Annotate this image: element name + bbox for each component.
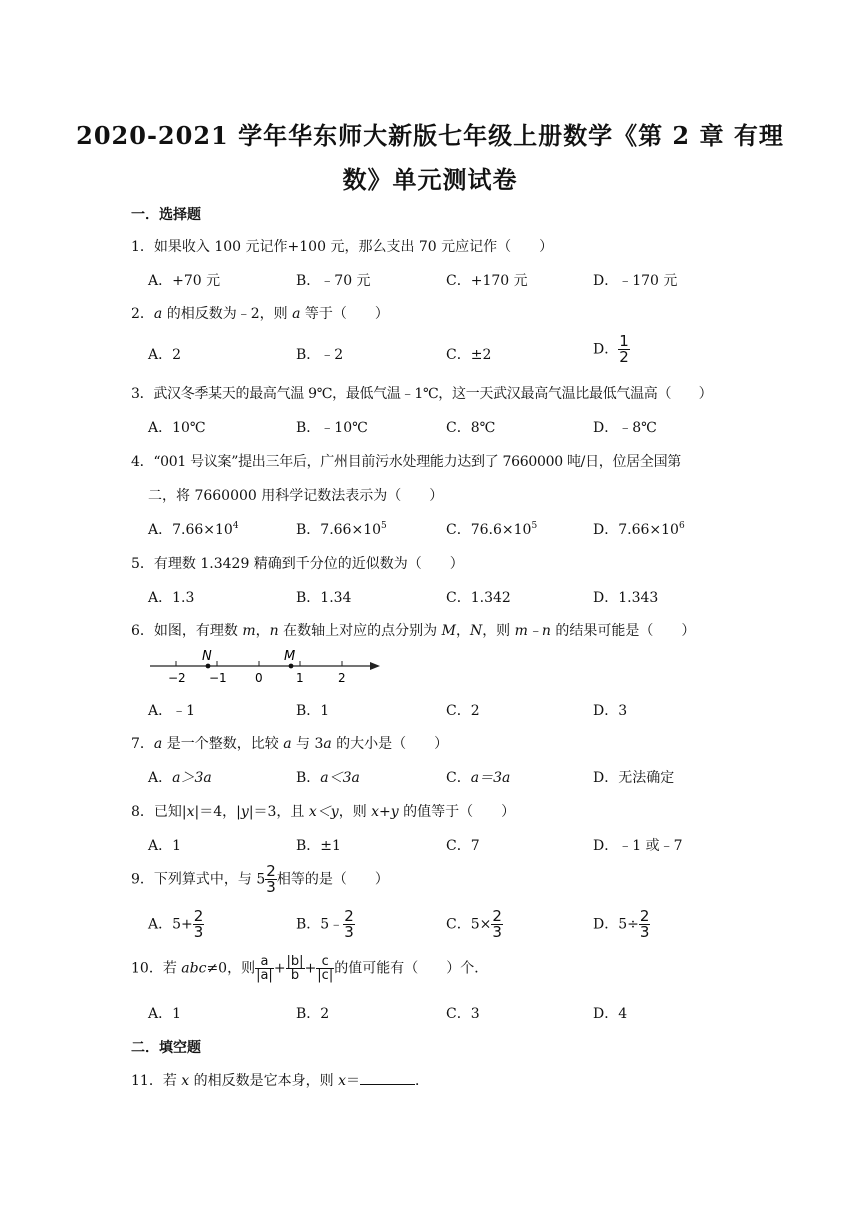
option-text: D．7.66×10 [593,522,679,538]
q5-option-a: A．1.3 [148,590,195,606]
question-6 [131,620,695,640]
option-label: D． [593,341,619,358]
question-number: 4． [131,454,154,470]
variable-a: a [323,736,332,752]
expression: x+y [371,804,399,820]
variable-y: y [240,804,249,820]
numerator: 1 [619,332,629,350]
option-text: C．76.6×10 [446,522,532,538]
q2-option-d [593,334,630,365]
separator: ， [455,623,470,639]
q9-option-d [593,909,650,940]
exponent: 5 [531,521,538,531]
section-choice: 一．选择题 [131,207,201,223]
question-number: 7． [131,736,154,752]
question-text: ≠0，则 [206,960,256,977]
numerator: 2 [266,862,276,880]
question-text: 等于（ ） [300,306,389,322]
tick-label-2: 2 [338,671,346,685]
option-text: C．5× [446,916,492,933]
variable-a: a [153,736,163,752]
option-label: C． [446,770,471,786]
expression: m﹣n [514,623,551,639]
question-number: 10． [131,960,163,977]
variable-a: a [153,306,163,322]
fraction-two-thirds [265,864,277,895]
question-7 [131,733,448,753]
tick-label-0: 0 [255,671,263,685]
question-text: |＝3，且 [248,804,309,820]
question-number: 1． [131,239,154,255]
title-line-2: 数》单元测试卷 [342,165,518,194]
point-m [289,664,294,669]
question-text: 在数轴上对应的点分别为 [278,623,442,639]
question-number: 5． [131,556,154,572]
question-text: 如果收入 100 元记作+100 元，那么支出 70 元应记作（ ） [153,239,554,255]
question-text: ． [415,1073,429,1089]
question-text: ，则 [338,804,372,820]
question-8 [131,801,515,821]
denominator: 3 [639,923,650,941]
variable-a: a [292,306,301,322]
point-m-label: M [441,623,456,639]
question-5 [131,553,464,573]
question-text: 若 [162,960,182,977]
variable-m: m [242,623,256,639]
question-text: 的结果可能是（ ） [550,623,696,639]
q6-option-c: C．2 [446,703,480,719]
q5-option-d: D．1.343 [593,590,659,606]
exponent: 6 [678,521,685,531]
q1-option-b: B．﹣70 元 [296,273,371,289]
question-text: “001 号议案”提出三年后，广州目前污水处理能力达到了 7660000 吨/日，位居全国第 [153,454,681,470]
question-text: 的值等于（ ） [398,804,516,820]
option-label: A． [148,770,173,786]
fraction-two-thirds [343,909,355,940]
numerator: 2 [344,907,354,925]
tick-label-minus-2: −2 [168,671,186,685]
fraction-two-thirds [193,909,205,940]
question-number: 8． [131,804,154,820]
question-4-line-2: 二，将 7660000 用科学记数法表示为（ ） [148,488,444,504]
question-text: 是一个整数，比较 [162,736,284,752]
q2-option-a: A．2 [148,347,182,363]
numerator: 2 [639,907,650,925]
point-n-label: N [469,623,483,639]
q8-option-d: D．﹣1 或﹣7 [593,838,683,854]
question-number: 3． [131,386,154,402]
q3-option-c: C．8℃ [446,420,496,436]
option-expression: a＝3a [470,770,511,786]
tick-label-minus-1: −1 [209,671,227,685]
option-text: B．5﹣ [296,916,344,933]
question-text: |＝4，| [194,804,241,820]
number-line-figure [146,646,386,688]
variable-n: n [269,623,279,639]
q3-option-b: B．﹣10℃ [296,420,368,436]
q1-option-c: C．+170 元 [446,273,528,289]
fraction-abs-b-over-b [286,955,305,982]
question-text: 下列算式中，与 5 [153,871,266,888]
fraction-two-thirds [491,909,503,940]
q2-option-c: C．±2 [446,347,492,363]
question-text: 已知| [153,804,187,820]
section-fill: 二．填空题 [131,1040,201,1056]
q5-option-b: B．1.34 [296,590,352,606]
variable-x: x [181,1073,190,1089]
question-2 [131,303,389,323]
q6-option-d: D．3 [593,703,628,719]
question-number: 11． [131,1073,163,1089]
fraction-two-thirds [639,909,651,940]
numerator: 2 [492,907,502,925]
title-line-1: 2020-2021 学年华东师大新版七年级上册数学《第 2 章 有理 [76,121,784,150]
question-text: 的值可能有（ ）个． [334,960,489,977]
question-text: 的相反数是它本身，则 [189,1073,339,1089]
option-label: B． [296,770,321,786]
q4-option-d [593,519,685,539]
q7-option-c [446,767,510,787]
option-expression: a＞3a [172,770,212,786]
q1-option-a: A．+70 元 [148,273,221,289]
q8-option-c: C．7 [446,838,480,854]
q9-option-b [296,909,355,940]
q9-option-c [446,909,503,940]
question-3 [131,383,712,403]
fraction-a-over-abs-a [255,955,274,982]
question-11 [131,1070,429,1090]
question-text: ，则 [482,623,515,639]
variable-x: x [338,1073,346,1089]
question-10 [131,955,488,982]
question-9 [131,864,389,895]
denominator: 3 [266,878,276,896]
q8-option-b: B．±1 [296,838,341,854]
q10-option-b: B．2 [296,1006,330,1022]
q4-option-c [446,519,537,539]
option-text: B．7.66×10 [296,522,382,538]
question-1 [131,236,553,256]
q5-option-c: C．1.342 [446,590,511,606]
question-number: 6． [131,623,154,639]
denominator: |c| [317,968,334,983]
q4-option-b [296,519,387,539]
option-expression: a＜3a [320,770,360,786]
point-m-label: M [284,649,296,664]
q6-option-a: A．﹣1 [148,703,196,719]
option-text: D．5÷ [593,916,639,933]
q7-option-d: D．无法确定 [593,770,675,786]
question-text: 的大小是（ ） [331,736,449,752]
denominator: 3 [492,923,502,941]
question-4 [131,451,681,471]
denominator: |a| [256,968,273,983]
q8-option-a: A．1 [148,838,182,854]
tick-label-1: 1 [296,671,304,685]
denominator: 3 [344,923,354,941]
fraction-half [618,334,630,365]
variable-abc: abc [181,960,207,977]
question-text: 若 [162,1073,182,1089]
q6-option-b: B．1 [296,703,330,719]
separator: ， [255,623,270,639]
numerator: c [316,955,334,969]
q3-option-a: A．10℃ [148,420,206,436]
q1-option-d: D．﹣170 元 [593,273,678,289]
numerator: a [255,955,274,969]
denominator: 2 [619,348,629,366]
variable-x: x [186,804,195,820]
comparison: x＜y [308,804,339,820]
question-number: 9． [131,871,154,888]
question-text: 相等的是（ ） [276,871,389,888]
q9-option-a [148,909,204,940]
point-n [206,664,211,669]
point-n-label: N [202,649,212,664]
question-text: 与 3 [291,736,324,752]
numerator: 2 [193,907,204,925]
answer-blank[interactable] [360,1072,415,1085]
question-text: ＝ [346,1073,360,1089]
q10-option-c: C．3 [446,1006,480,1022]
q10-option-d: D．4 [593,1006,628,1022]
variable-a: a [283,736,292,752]
numerator: |b| [286,954,304,969]
plus-sign: + [304,960,317,977]
plus-sign: + [273,960,286,977]
option-text: A．5+ [148,916,193,933]
q3-option-d: D．﹣8℃ [593,420,657,436]
option-text: A．7.66×10 [148,522,233,538]
question-text: 有理数 1.3429 精确到千分位的近似数为（ ） [153,556,464,572]
exponent: 5 [381,521,387,531]
q2-option-b: B．﹣2 [296,347,344,363]
exponent: 4 [232,521,239,531]
question-number: 2． [131,306,154,322]
question-text: 武汉冬季某天的最高气温 9℃，最低气温﹣1℃，这一天武汉最高气温比最低气温高（ ） [153,386,713,402]
denominator: b [290,968,300,983]
question-text: 的相反数为﹣2，则 [162,306,293,322]
question-text: 如图，有理数 [153,623,243,639]
denominator: 3 [193,923,204,941]
q7-option-a [148,767,212,787]
q10-option-a: A．1 [148,1006,182,1022]
q7-option-b [296,767,360,787]
fraction-c-over-abs-c [316,955,334,982]
q4-option-a [148,519,239,539]
axis-arrow-icon [370,662,380,670]
